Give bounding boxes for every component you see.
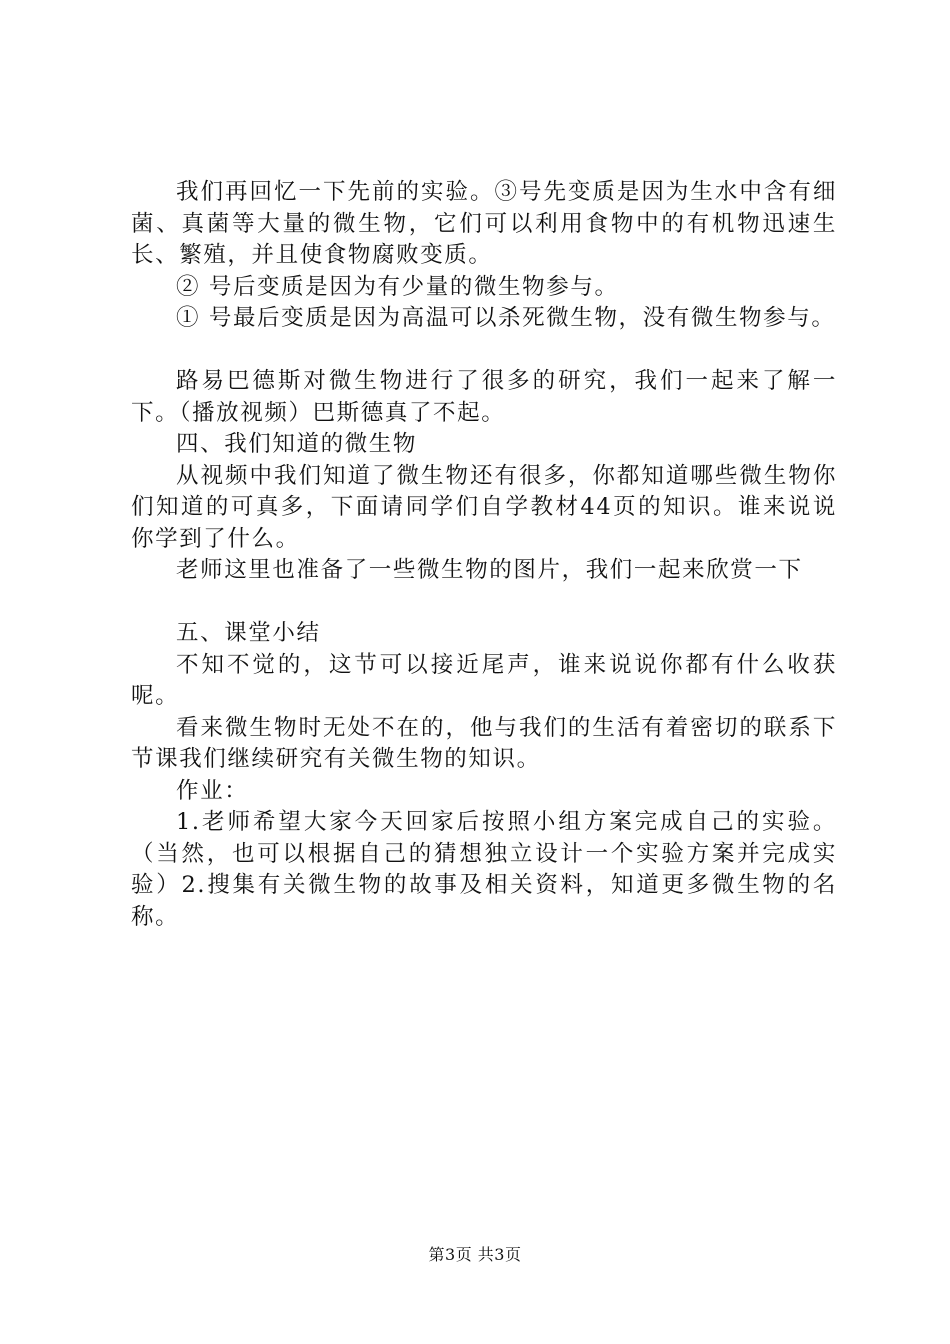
paragraph-self-study: 从视频中我们知道了微生物还有很多，你都知道哪些微生物你们知道的可真多，下面请同学们自学教材44页的知识。谁来说说你学到了什么。 [131,462,837,552]
section-heading-4: 四、我们知道的微生物 [176,431,418,457]
blank-line [131,587,837,619]
document-body [131,177,837,933]
paragraph-homework: 1.老师希望大家今天回家后按照小组方案完成自己的实验。（当然，也可以根据自己的猜想独立设计一个实验方案并完成实验）2.搜集有关微生物的故事及相关资料，知道更多微生物的名称。 [131,809,837,930]
paragraph-pictures: 老师这里也准备了一些微生物的图片，我们一起来欣赏一下 [176,557,803,583]
section-heading-5: 五、课堂小结 [176,620,321,646]
paragraph-everywhere: 看来微生物时无处不在的，他与我们的生活有着密切的联系下节课我们继续研究有关微生物的知识。 [131,714,837,772]
homework-heading: 作业： [176,777,249,804]
page-number: 第3页 共3页 [428,1245,522,1264]
paragraph-sample-2: ② 号后变质是因为有少量的微生物参与。 [176,273,619,300]
paragraph-sample-1: ① 号最后变质是因为高温可以杀死微生物，没有微生物参与。 [176,305,836,331]
page-footer [0,1242,950,1265]
paragraph-pasteur: 路易巴德斯对微生物进行了很多的研究，我们一起来了解一下。（播放视频）巴斯德真了不起。 [131,368,837,426]
paragraph-harvest: 不知不觉的，这节可以接近尾声，谁来说说你都有什么收获呢。 [131,651,837,709]
blank-line [131,335,837,367]
paragraph-review-experiment: 我们再回忆一下先前的实验。③号先变质是因为生水中含有细菌、真菌等大量的微生物，它们可以利用食物中的有机物迅速生长、繁殖，并且使食物腐败变质。 [131,179,837,268]
